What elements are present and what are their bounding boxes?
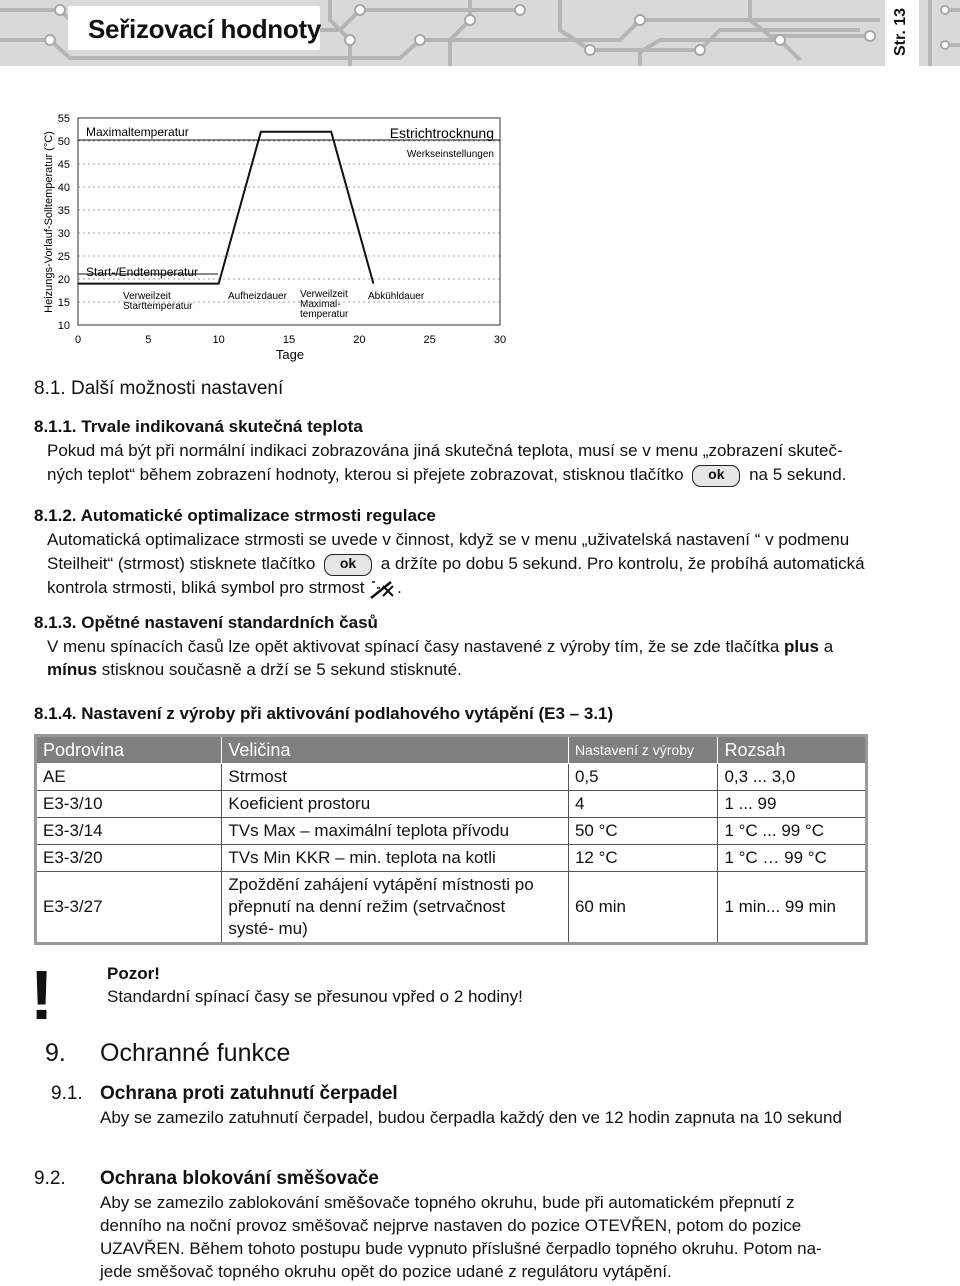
y-tick-label: 55 — [57, 113, 70, 125]
section-9-2-line-3: UZAVŘEN. Během tohoto postupu bude vypnuto příslušné čerpadlo topného okruhu. Potom na- — [100, 1239, 822, 1258]
y-tick-label: 35 — [57, 205, 70, 217]
section-8-1-1-line-1: Pokud má být při normální indikaci zobrazována jiná skutečná teplota, musí se v menu „zobrazení skuteč- — [47, 441, 843, 460]
plus-keyword: plus — [784, 637, 819, 656]
warning-heading: Pozor! — [107, 964, 160, 983]
header-rozsah: Rozsah — [718, 736, 867, 764]
section-9-title: Ochranné funkce — [100, 1039, 291, 1067]
table-row — [36, 845, 867, 872]
table-cell: E3-3/20 — [36, 845, 222, 872]
chart-subtitle: Werkseinstellungen — [406, 149, 494, 160]
x-tick-labels — [75, 334, 506, 346]
section-9-2-line-2: denního na noční provoz směšovač nejprve nastaven do pozice OTEVŘEN, potom do pozice — [100, 1216, 802, 1235]
table-cell: E3-3/10 — [36, 791, 222, 818]
section-8-1-1-heading: 8.1.1. Trvale indikovaná skutečná teplota — [34, 417, 363, 436]
section-8-1-2-line-2 — [47, 553, 865, 576]
table-cell: TVs Min KKR – min. teplota na kotli — [222, 845, 569, 872]
section-8-1-1-text: ných teplot“ během zobrazení hodnoty, kterou si přejete zobrazovat, stisknou tlačítko — [47, 465, 684, 484]
warning-exclamation-icon: ! — [30, 956, 54, 1034]
section-8-1-3-heading: 8.1.3. Opětné nastavení standardních časů — [34, 613, 378, 632]
abkuehldauer-label: Abkühldauer — [368, 291, 425, 302]
page-title: Seřizovací hodnoty — [88, 14, 321, 44]
table-header-row — [36, 736, 867, 764]
verweilzeit-start-label-2: Starttemperatur — [123, 301, 193, 312]
y-tick-label: 10 — [57, 320, 70, 332]
chart-title: Estrichtrocknung — [389, 125, 494, 141]
y-tick-label: 40 — [57, 182, 70, 194]
section-9-1-number: 9.1. — [51, 1083, 83, 1104]
verweilzeit-max-label-3: temperatur — [300, 309, 349, 320]
x-tick-label: 10 — [212, 334, 225, 346]
section-8-1-2-text-3: kontrola strmosti, bliká symbol pro strmost — [47, 578, 365, 597]
x-tick-label: 30 — [493, 334, 507, 346]
table-row — [36, 791, 867, 818]
section-9-1-heading: Ochrana proti zatuhnutí čerpadel — [100, 1083, 398, 1104]
section-9-1-text: Aby se zamezilo zatuhnutí čerpadel, budou čerpadla každý den ve 12 hodin zapnuta na 10 sekund — [100, 1108, 842, 1127]
page-header — [0, 0, 960, 66]
table-cell: E3-3/27 — [36, 872, 222, 944]
section-8-1-2-text-end: a držíte po dobu 5 sekund. Pro kontrolu, že probíhá automatická — [380, 554, 865, 573]
table-cell: E3-3/14 — [36, 818, 222, 845]
page-number: Str. 13 — [892, 7, 909, 57]
section-9-number: 9. — [45, 1039, 66, 1067]
table-cell: 1 °C ... 99 °C — [718, 818, 867, 845]
table-row — [36, 764, 867, 791]
section-8-1-3-line-2 — [47, 659, 462, 681]
table-cell: Zpoždění zahájení vytápění místnosti po přepnutí na denní režim (setrvačnost systé- mu) — [222, 872, 569, 944]
header-podrovina: Podrovina — [36, 736, 222, 764]
y-tick-label: 45 — [57, 159, 70, 171]
y-tick-labels — [58, 113, 70, 332]
section-8-1-2-period: . — [397, 578, 402, 597]
table-cell: Strmost — [222, 764, 569, 791]
minus-keyword: mínus — [47, 660, 98, 679]
section-8-1-2-heading: 8.1.2. Automatické optimalizace strmosti regulace — [34, 506, 436, 525]
section-8-1-1-line-2 — [47, 464, 846, 487]
section-8-1-2-line-1: Automatická optimalizace strmosti se uvede v činnost, když se v menu „uživatelská nastavení “ v podmenu — [47, 530, 850, 549]
section-9-2-line-4: jede směšovač topného okruhu opět do pozice udané z regulátoru vytápění. — [100, 1262, 672, 1281]
x-tick-label: 15 — [282, 334, 296, 346]
section-8-1-3-text-b: a — [818, 637, 834, 656]
aufheizdauer-label: Aufheizdauer — [228, 291, 287, 302]
verweilzeit-max-label-2: Maximal- — [300, 299, 341, 310]
x-tick-label: 20 — [353, 334, 366, 346]
section-9-2-line-1: Aby se zamezilo zablokování směšovače topného okruhu, bude při automatickém přepnutí z — [100, 1193, 795, 1212]
section-8-1-3-text: V menu spínacích časů lze opět aktivovat spínací časy nastavené z výroby tím, že se zde tlačítka — [47, 637, 785, 656]
section-8-1-2-line-3 — [47, 577, 402, 600]
section-8-1-3-text-2: stisknou současně a drží se 5 sekund stisknuté. — [97, 660, 462, 679]
table-row — [36, 872, 867, 944]
ok-button-icon: ok — [692, 465, 740, 487]
y-tick-label: 20 — [57, 274, 70, 286]
estrich-chart — [0, 100, 530, 370]
table-cell: 50 °C — [568, 818, 718, 845]
header-velicina: Veličina — [222, 736, 569, 764]
table-cell: 0,5 — [568, 764, 718, 791]
table-row — [36, 818, 867, 845]
y-tick-label: 30 — [57, 228, 70, 240]
y-tick-label: 50 — [57, 136, 70, 148]
factory-settings-table — [34, 734, 868, 945]
y-axis-label: Heizungs-Vorlauf-Solltemperatur (°C) — [43, 131, 55, 313]
header-nastaveni: Nastavení z výroby — [568, 736, 718, 764]
section-8-1-text: 8.1. Další možnosti nastavení — [34, 378, 284, 399]
x-axis-label: Tage — [275, 347, 305, 362]
start-temperature-label: Start-/Endtemperatur — [86, 265, 199, 279]
table-cell: 4 — [568, 791, 718, 818]
slope-symbol-icon — [369, 578, 397, 600]
x-tick-label: 0 — [74, 334, 82, 346]
table-cell: 1 min... 99 min — [718, 872, 867, 944]
table-cell: 1 ... 99 — [718, 791, 867, 818]
y-tick-label: 15 — [57, 297, 70, 309]
table-cell: 0,3 ... 3,0 — [718, 764, 867, 791]
warning-text: Standardní spínací časy se přesunou vpřed o 2 hodiny! — [107, 987, 523, 1006]
verweilzeit-max-label-1: Verweilzeit — [300, 289, 348, 300]
section-8-1-2-text: Steilheit“ (strmost) stisknete tlačítko — [47, 554, 316, 573]
section-8-1-4-heading: 8.1.4. Nastavení z výroby při aktivování podlahového vytápění (E3 – 3.1) — [34, 704, 614, 723]
table-cell: 60 min — [568, 872, 718, 944]
x-tick-label: 25 — [423, 334, 436, 346]
ok-button-icon: ok — [324, 554, 372, 576]
table-cell: 1 °C … 99 °C — [718, 845, 867, 872]
section-8-1-3-line-1 — [47, 636, 833, 658]
table-cell: 12 °C — [568, 845, 718, 872]
verweilzeit-start-label-1: Verweilzeit — [123, 291, 171, 302]
section-9-2-heading: Ochrana blokování směšovače — [100, 1168, 379, 1189]
section-8-1-1-text-end: na 5 sekund. — [749, 465, 847, 484]
section-9-2-number: 9.2. — [34, 1168, 66, 1189]
table-cell: AE — [36, 764, 222, 791]
max-temperature-label: Maximaltemperatur — [86, 125, 189, 139]
table-cell: Koeficient prostoru — [222, 791, 569, 818]
x-tick-label: 5 — [145, 334, 152, 346]
temperature-curve — [78, 132, 373, 284]
section-8-1-heading — [34, 378, 283, 400]
y-tick-label: 25 — [57, 251, 70, 263]
table-cell: TVs Max – maximální teplota přívodu — [222, 818, 569, 845]
